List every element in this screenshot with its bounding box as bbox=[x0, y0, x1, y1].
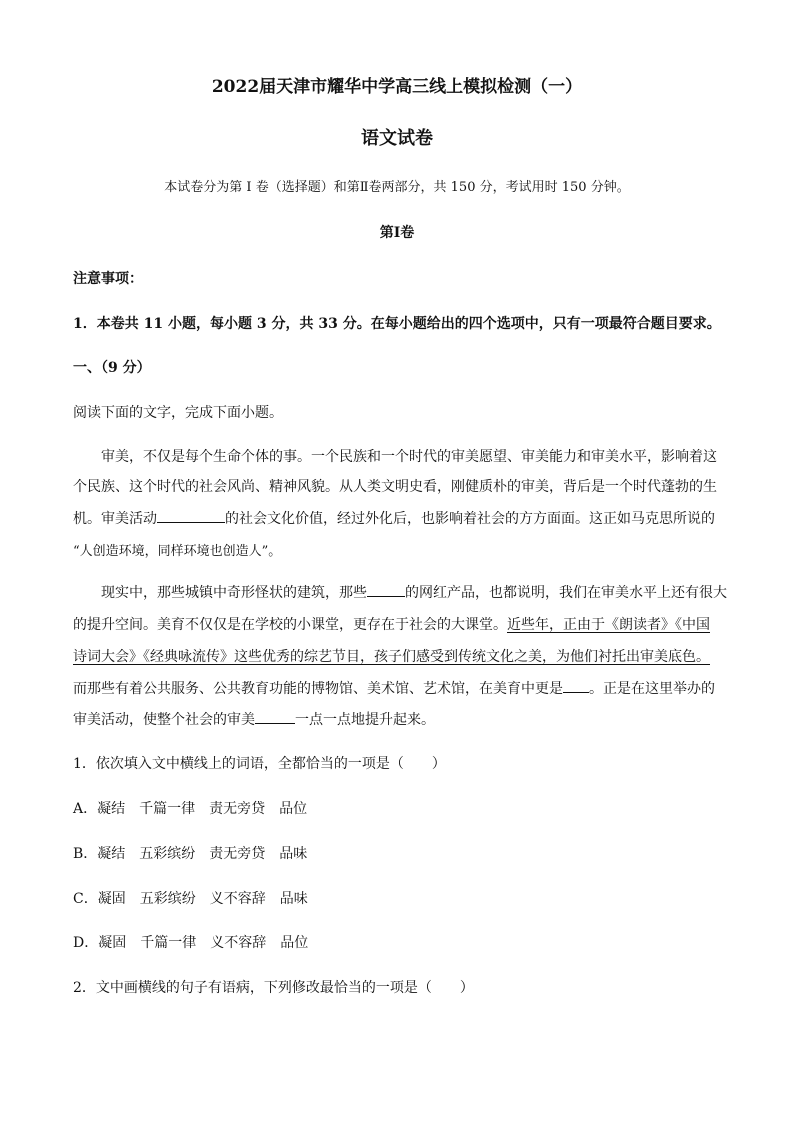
question-1-stem: 1．依次填入文中横线上的词语，全都恰当的一项是（ ） bbox=[73, 756, 446, 772]
p2-line-1 bbox=[101, 582, 727, 602]
p1-line-3-end: 的社会文化价值，经过外化后，也影响着社会的方方面面。这正如马克思所说的 bbox=[225, 511, 715, 527]
p2-line-4-end: 。正是在这里举办的 bbox=[589, 681, 715, 697]
p2-line-4-start: 而那些有着公共服务、公共教育功能的博物馆、美术馆、艺术馆，在美育中更是 bbox=[73, 681, 563, 697]
underlined-sentence-end: 诗词大会》《经典咏流传》这些优秀的综艺节目，孩子们感受到传统文化之美，为他们衬托出审美底色。 bbox=[73, 649, 710, 665]
p2-line-5-start: 审美活动，使整个社会的审美 bbox=[73, 712, 255, 728]
notice-heading: 注意事项： bbox=[73, 271, 143, 287]
p1-line-3-start: 机。审美活动 bbox=[73, 511, 157, 527]
notice-item-1: 1．本卷共 11 小题，每小题 3 分，共 33 分。在每小题给出的四个选项中，只有一项最符合题目要求。 bbox=[73, 316, 721, 332]
p1-line-4: “人创造环境，同样环境也创造人”。 bbox=[73, 544, 282, 559]
p2-line-5-end: 一点一点地提升起来。 bbox=[295, 712, 435, 728]
blank-1 bbox=[157, 510, 225, 523]
exam-intro: 本试卷分为第 I 卷（选择题）和第Ⅱ卷两部分，共 150 分，考试用时 150 分钟。 bbox=[164, 180, 630, 195]
question-2-stem: 2．文中画横线的句子有语病，下列修改最恰当的一项是（ ） bbox=[73, 980, 474, 996]
question-1-option-b[interactable]: B．凝结 五彩缤纷 责无旁贷 品味 bbox=[73, 846, 308, 862]
p1-line-2: 个民族、这个时代的社会风尚、精神风貌。从人类文明史看，刚健质朴的审美，背后是一个时代蓬勃的生 bbox=[73, 479, 717, 495]
p1-line-3 bbox=[73, 508, 715, 528]
p2-line-4 bbox=[73, 678, 715, 698]
p2-line-1-end: 的网红产品，也都说明，我们在审美水平上还有很大 bbox=[405, 585, 727, 601]
underlined-sentence-start: 近些年，正由于《朗读者》《中国 bbox=[507, 617, 710, 633]
exam-subtitle: 语文试卷 bbox=[361, 128, 433, 149]
p2-line-2-start: 的提升空间。美育不仅仅是在学校的小课堂，更存在于社会的大课堂。 bbox=[73, 617, 507, 633]
blank-4 bbox=[255, 711, 295, 724]
blank-2 bbox=[367, 584, 405, 597]
question-1-option-c[interactable]: C．凝固 五彩缤纷 义不容辞 品味 bbox=[73, 891, 308, 907]
p2-line-1-start: 现实中，那些城镇中奇形怪状的建筑，那些 bbox=[101, 585, 367, 601]
volume-heading: 第I卷 bbox=[379, 225, 415, 241]
reading-instruction: 阅读下面的文字，完成下面小题。 bbox=[73, 405, 283, 421]
question-1-option-d[interactable]: D．凝固 千篇一律 义不容辞 品位 bbox=[73, 935, 309, 951]
p2-line-5 bbox=[73, 709, 435, 729]
blank-3 bbox=[563, 680, 589, 693]
section-heading: 一、（9 分） bbox=[73, 360, 151, 376]
p1-line-1: 审美，不仅是每个生命个体的事。一个民族和一个时代的审美愿望、审美能力和审美水平，影响着这 bbox=[101, 449, 717, 465]
question-1-option-a[interactable]: A．凝结 千篇一律 责无旁贷 品位 bbox=[73, 801, 308, 817]
exam-title: 2022届天津市耀华中学高三线上模拟检测（一） bbox=[211, 77, 583, 97]
p2-line-2 bbox=[73, 614, 710, 634]
